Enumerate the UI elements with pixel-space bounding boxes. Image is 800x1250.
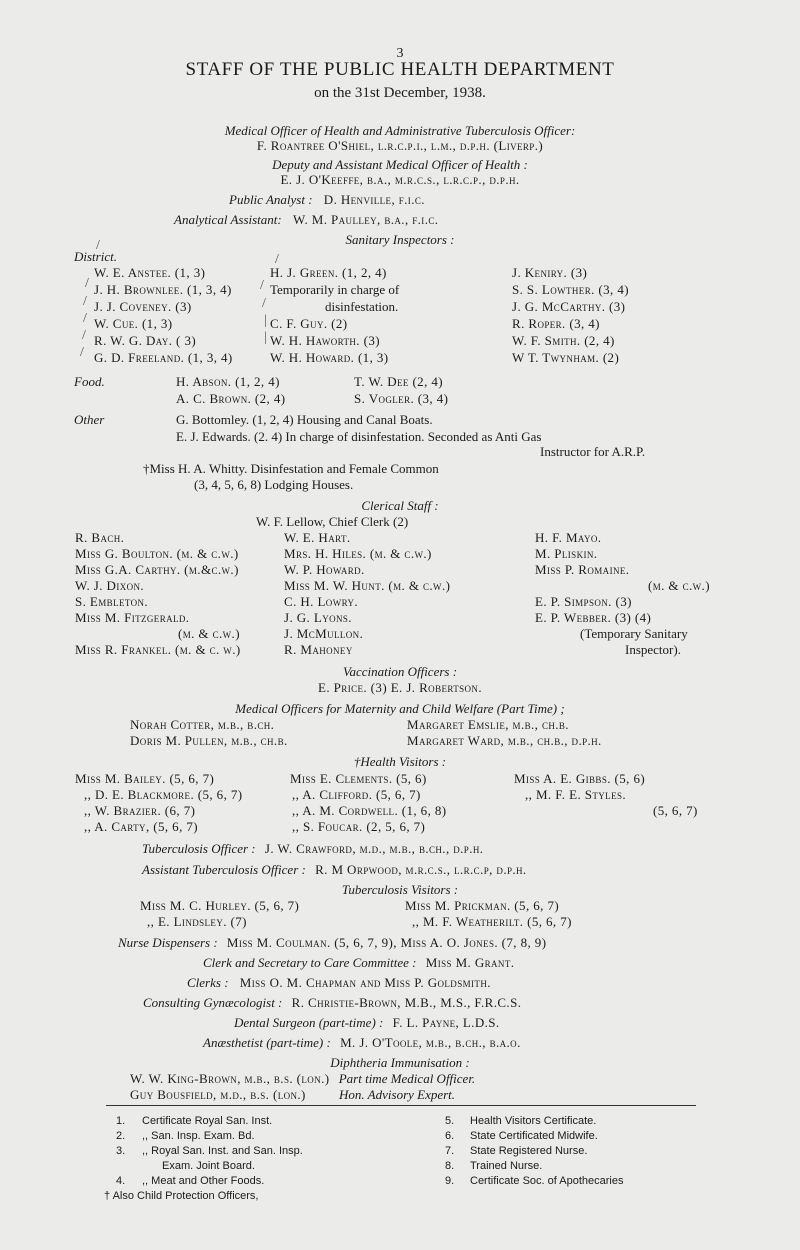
sanitary-col3-item: J. Keniry. (3): [512, 265, 588, 280]
nurse-line: [118, 935, 546, 950]
vaccination-names: E. Price. (3) E. J. Robertson.: [318, 680, 482, 695]
analyst-name: D. Henville, f.i.c.: [323, 192, 425, 207]
clerical-col2-item: R. Mahoney: [284, 642, 353, 657]
food-item: A. C. Brown. (2, 4): [176, 391, 286, 406]
pencil-tick-mark: /: [260, 278, 264, 293]
diph-heading: Diphtheria Immunisation :: [330, 1055, 470, 1070]
other-label: Other: [74, 412, 105, 427]
deputy-title: Deputy and Assistant Medical Officer of Health :: [272, 157, 528, 172]
food-item: S. Vogler. (3, 4): [354, 391, 449, 406]
asst-analyst-title: Analytical Assistant:: [174, 212, 282, 227]
tb-asst-title: Assistant Tuberculosis Officer :: [142, 862, 306, 877]
footnote-text: Trained Nurse.: [470, 1160, 543, 1172]
nurse-title: Nurse Dispensers :: [118, 935, 218, 950]
clerical-col1-item: (m. & c.w.): [178, 626, 240, 641]
tb-visitor: ,, M. F. Weatherilt. (5, 6, 7): [412, 914, 572, 929]
analyst-title: Public Analyst :: [229, 192, 313, 207]
gyn-line: [143, 995, 521, 1010]
footnote-number: 7.: [445, 1145, 455, 1157]
health-visitor: ,, A. Clifford. (5, 6, 7): [292, 787, 421, 802]
diph-line: [130, 1071, 475, 1086]
tb-visitors-heading: Tuberculosis Visitors :: [341, 882, 459, 897]
dental-title: Dental Surgeon (part-time) :: [234, 1015, 384, 1030]
footnote-number: 3.: [116, 1145, 126, 1157]
page-subtitle: on the 31st December, 1938.: [314, 85, 486, 101]
health-visitor: ,, S. Foucar. (2, 5, 6, 7): [292, 819, 426, 834]
health-visitor: ,, A. M. Cordwell. (1, 6, 8): [292, 803, 447, 818]
clerical-col1-item: Miss G. Boulton. (m. & c.w.): [75, 546, 239, 561]
sanitary-col2-item: disinfestation.: [325, 299, 399, 314]
tb-visitor: ,, E. Lindsley. (7): [147, 914, 247, 929]
sanitary-col2-item: C. F. Guy. (2): [270, 316, 348, 331]
footnote-text: ,, Meat and Other Foods.: [142, 1175, 265, 1187]
moh-name: F. Roantree O'Shiel, l.r.c.p.i., l.m., d.p.h. (Liverp.): [256, 138, 544, 153]
sanitary-col1-item: R. W. G. Day. ( 3): [94, 333, 197, 348]
anaes-title: Anæsthetist (part-time) :: [203, 1035, 331, 1050]
sanitary-col1-item: W. E. Anstee. (1, 3): [94, 265, 206, 280]
footnote-number: 8.: [445, 1160, 455, 1172]
asst-analyst-name: W. M. Paulley, b.a., f.i.c.: [292, 212, 439, 227]
pencil-tick-mark: /: [82, 328, 86, 343]
health-visitor: ,, A. Carty, (5, 6, 7): [84, 819, 199, 834]
chief-clerk: W. F. Lellow, Chief Clerk (2): [256, 514, 409, 529]
dagger-footnote: † Also Child Protection Officers,: [104, 1190, 259, 1202]
diph-role: Part time Medical Officer.: [338, 1071, 476, 1086]
clerical-col1-item: S. Embleton.: [75, 594, 149, 609]
sanitary-col2-item: W. H. Howard. (1, 3): [270, 350, 389, 365]
pencil-tick-mark: /: [83, 311, 87, 326]
footnote-divider: [106, 1105, 696, 1106]
nurse-names: Miss M. Coulman. (5, 6, 7, 9), Miss A. O. Jones. (7, 8, 9): [226, 935, 547, 950]
analyst-line: [229, 192, 425, 207]
pencil-tick-mark: /: [85, 276, 89, 291]
pencil-tick-mark: /: [96, 238, 100, 253]
deputy-name: E. J. O'Keeffe, b.a., m.r.c.s., l.r.c.p., d.p.h.: [280, 172, 520, 187]
health-visitor: Miss E. Clements. (5, 6): [290, 771, 427, 786]
clerk-care-title: Clerk and Secretary to Care Committee :: [203, 955, 417, 970]
clerk-care-name: Miss M. Grant.: [425, 955, 515, 970]
diph-name: Guy Bousfield, m.d., b.s. (lon.): [130, 1087, 306, 1102]
sanitary-col1-item: J. H. Brownlee. (1, 3, 4): [94, 282, 232, 297]
maternity-officer: Margaret Emslie, m.b., ch.b.: [407, 717, 569, 732]
footnote-text: Certificate Soc. of Apothecaries: [470, 1175, 624, 1187]
tb-visitor: Miss M. C. Hurley. (5, 6, 7): [140, 898, 300, 913]
gyn-title: Consulting Gynæcologist :: [143, 995, 283, 1010]
clerical-col2-item: Mrs. H. Hiles. (m. & c.w.): [284, 546, 432, 561]
dental-name: F. L. Payne, L.D.S.: [392, 1015, 500, 1030]
clerks-names: Miss O. M. Chapman and Miss P. Goldsmith.: [239, 975, 491, 990]
district-label: District.: [74, 249, 117, 264]
clerical-col1-item: Miss R. Frankel. (m. & c. w.): [75, 642, 241, 657]
health-visitor: Miss A. E. Gibbs. (5, 6): [514, 771, 646, 786]
clerks-line: [187, 975, 491, 990]
gyn-name: R. Christie-Brown, M.B., M.S., F.R.C.S.: [291, 995, 522, 1010]
footnote-text: Certificate Royal San. Inst.: [142, 1115, 273, 1127]
footnote-text: ,, Royal San. Inst. and San. Insp.: [142, 1145, 303, 1157]
footnote-number: 4.: [116, 1175, 126, 1187]
vaccination-heading: Vaccination Officers :: [342, 664, 458, 679]
footnote-text: ,, San. Insp. Exam. Bd.: [142, 1130, 255, 1142]
footnote-text: State Certificated Midwife.: [470, 1130, 598, 1142]
clerical-heading: Clerical Staff :: [361, 498, 439, 513]
health-visitor: ,, W. Brazier. (6, 7): [84, 803, 196, 818]
clerical-col1-item: Miss M. Fitzgerald.: [75, 610, 190, 625]
clerical-col3-item: E. P. Simpson. (3): [535, 594, 632, 609]
clerical-col2-item: W. E. Hart.: [284, 530, 351, 545]
other-item: Instructor for A.R.P.: [540, 444, 646, 459]
anaes-name: M. J. O'Toole, m.b., b.ch., b.a.o.: [340, 1035, 521, 1050]
maternity-officer: Doris M. Pullen, m.b., ch.b.: [130, 733, 288, 748]
other-item: G. Bottomley. (1, 2, 4) Housing and Canal Boats.: [176, 412, 433, 427]
clerical-col2-item: W. P. Howard.: [284, 562, 365, 577]
tb-officer-name: J. W. Crawford, m.d., m.b., b.ch., d.p.h.: [264, 841, 484, 856]
clerical-col3-item: Miss P. Romaine.: [535, 562, 630, 577]
clerical-col3-item: Inspector).: [625, 642, 681, 657]
moh-title: Medical Officer of Health and Administrative Tuberculosis Officer:: [224, 123, 576, 138]
footnote-text: State Registered Nurse.: [470, 1145, 588, 1157]
clerical-col2-item: C. H. Lowry.: [284, 594, 359, 609]
footnote-number: 1.: [116, 1115, 126, 1127]
dental-line: [234, 1015, 500, 1030]
pencil-tick-mark: /: [275, 252, 279, 267]
health-visitor: Miss M. Bailey. (5, 6, 7): [75, 771, 215, 786]
sanitary-col3-item: S. S. Lowther. (3, 4): [512, 282, 629, 297]
sanitary-col3-item: R. Roper. (3, 4): [512, 316, 600, 331]
clerical-col3-item: (Temporary Sanitary: [580, 626, 688, 641]
clerical-col1-item: W. J. Dixon.: [75, 578, 145, 593]
clerical-col2-item: Miss M. W. Hunt. (m. & c.w.): [284, 578, 451, 593]
tb-officer-line: [142, 841, 483, 856]
tb-asst-line: [142, 862, 527, 877]
pencil-tick-mark: /: [262, 296, 266, 311]
health-visitor: (5, 6, 7): [653, 803, 698, 818]
food-label: Food.: [74, 374, 105, 389]
footnote-number: 5.: [445, 1115, 455, 1127]
asst-analyst-line: [174, 212, 438, 227]
footnote-number: 9.: [445, 1175, 455, 1187]
page-number: 3: [396, 46, 404, 61]
other-item: †Miss H. A. Whitty. Disinfestation and Female Common: [143, 461, 439, 476]
sanitary-col1-item: J. J. Coveney. (3): [94, 299, 192, 314]
sanitary-col1-item: G. D. Freeland. (1, 3, 4): [94, 350, 233, 365]
maternity-officer: Margaret Ward, m.b., ch.b., d.p.h.: [407, 733, 602, 748]
clerical-col1-item: R. Bach.: [75, 530, 125, 545]
page-title: STAFF OF THE PUBLIC HEALTH DEPARTMENT: [185, 59, 615, 80]
tb-visitor: Miss M. Prickman. (5, 6, 7): [405, 898, 560, 913]
clerical-col3-item: H. F. Mayo.: [535, 530, 602, 545]
tb-asst-name: R. M Orpwood, m.r.c.s., l.r.c.p, d.p.h.: [315, 862, 527, 877]
other-item: (3, 4, 5, 6, 8) Lodging Houses.: [194, 477, 354, 492]
clerical-col3-item: M. Pliskin.: [535, 546, 598, 561]
pencil-tick-mark: |: [264, 313, 267, 328]
footnote-number: 6.: [445, 1130, 455, 1142]
maternity-officer: Norah Cotter, m.b., b.ch.: [130, 717, 275, 732]
sanitary-col2-item: Temporarily in charge of: [270, 282, 400, 297]
sanitary-col2-item: H. J. Green. (1, 2, 4): [270, 265, 387, 280]
sanitary-col3-item: J. G. McCarthy. (3): [512, 299, 626, 314]
pencil-tick-mark: /: [80, 345, 84, 360]
other-item: E. J. Edwards. (2. 4) In charge of disinfestation. Seconded as Anti Gas: [176, 429, 542, 444]
clerk-care-line: [203, 955, 514, 970]
clerical-col3-item: E. P. Webber. (3) (4): [535, 610, 652, 625]
tb-officer-title: Tuberculosis Officer :: [142, 841, 256, 856]
pencil-tick-mark: |: [264, 330, 267, 345]
pencil-tick-mark: /: [83, 294, 87, 309]
footnote-number: 2.: [116, 1130, 126, 1142]
clerical-col2-item: J. G. Lyons.: [284, 610, 352, 625]
diph-role: Hon. Advisory Expert.: [339, 1087, 456, 1102]
sanitary-col2-item: W. H. Haworth. (3): [270, 333, 380, 348]
anaes-line: [203, 1035, 521, 1050]
sanitary-heading: Sanitary Inspectors :: [345, 232, 455, 247]
footnote-text: Exam. Joint Board.: [162, 1160, 255, 1172]
sanitary-col3-item: W. F. Smith. (2, 4): [512, 333, 615, 348]
health-visitor: ,, D. E. Blackmore. (5, 6, 7): [84, 787, 243, 802]
diph-name: W. W. King-Brown, m.b., b.s. (lon.): [130, 1071, 330, 1086]
maternity-heading: Medical Officers for Maternity and Child Welfare (Part Time) ;: [235, 701, 565, 716]
footnote-text: Health Visitors Certificate.: [470, 1115, 597, 1127]
health-visitor: ,, M. F. E. Styles.: [525, 787, 627, 802]
food-item: T. W. Dee (2, 4): [354, 374, 444, 389]
clerks-title: Clerks :: [187, 975, 229, 990]
sanitary-col3-item: W T. Twynham. (2): [512, 350, 620, 365]
sanitary-col1-item: W. Cue. (1, 3): [94, 316, 173, 331]
diph-line: [130, 1087, 455, 1102]
clerical-col3-item: (m. & c.w.): [648, 578, 710, 593]
clerical-col2-item: J. McMullon.: [284, 626, 364, 641]
clerical-col1-item: Miss G.A. Carthy. (m.&c.w.): [75, 562, 239, 577]
food-item: H. Abson. (1, 2, 4): [176, 374, 280, 389]
health-visitors-heading: †Health Visitors :: [353, 754, 447, 769]
